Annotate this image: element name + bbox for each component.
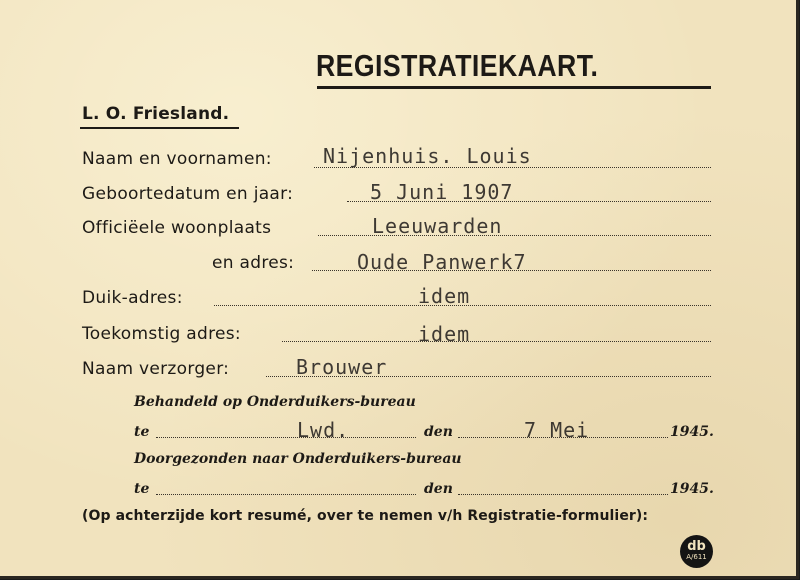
behandeld-te-value: Lwd. bbox=[297, 418, 350, 442]
doorgezonden-year: 1945. bbox=[670, 481, 714, 497]
label-duik-adres: Duik-adres: bbox=[82, 288, 183, 308]
value-adres: Oude Panwerk7 bbox=[357, 250, 527, 274]
label-geboortedatum: Geboortedatum en jaar: bbox=[82, 184, 294, 204]
label-toekomstig-adres: Toekomstig adres: bbox=[82, 324, 241, 344]
label-woonplaats: Officiëele woonplaats bbox=[82, 218, 272, 238]
footnote: (Op achterzijde kort resumé, over te nemen v/h Registratie-formulier): bbox=[82, 508, 649, 524]
value-naam: Nijenhuis. Louis bbox=[323, 144, 532, 168]
value-woonplaats: Leeuwarden bbox=[372, 214, 503, 238]
label-adres: en adres: bbox=[212, 253, 295, 273]
dotted-line-behandeld-te bbox=[156, 437, 416, 438]
dotted-line-toekomstig-adres bbox=[282, 341, 711, 342]
organization-underline bbox=[80, 127, 239, 129]
value-geboortedatum: 5 Juni 1907 bbox=[370, 180, 514, 204]
doorgezonden-te-label: te bbox=[134, 481, 150, 497]
value-verzorger: Brouwer bbox=[296, 355, 388, 379]
label-verzorger: Naam verzorger: bbox=[82, 359, 230, 379]
behandeld-year: 1945. bbox=[670, 424, 714, 440]
value-duik-adres: idem bbox=[418, 284, 471, 308]
dotted-line-doorgezonden-te bbox=[156, 494, 416, 495]
behandeld-te-label: te bbox=[134, 424, 150, 440]
label-naam: Naam en voornamen: bbox=[82, 149, 272, 169]
dotted-line-doorgezonden-den bbox=[458, 494, 668, 495]
behandeld-den-label: den bbox=[424, 424, 453, 440]
behandeld-den-value: 7 Mei bbox=[524, 418, 590, 442]
title-underline bbox=[317, 86, 711, 89]
value-toekomstig-adres: idem bbox=[418, 322, 471, 346]
organization-name: L. O. Friesland. bbox=[82, 104, 230, 124]
behandeld-heading: Behandeld op Onderduikers-bureau bbox=[134, 394, 416, 410]
logo-number: A/611 bbox=[686, 553, 707, 561]
doorgezonden-den-label: den bbox=[424, 481, 453, 497]
printer-logo-icon bbox=[680, 535, 713, 568]
logo-letters: db bbox=[687, 539, 706, 554]
card-title: REGISTRATIEKAART. bbox=[316, 48, 599, 83]
doorgezonden-heading: Doorgezonden naar Onderduikers-bureau bbox=[134, 451, 462, 467]
